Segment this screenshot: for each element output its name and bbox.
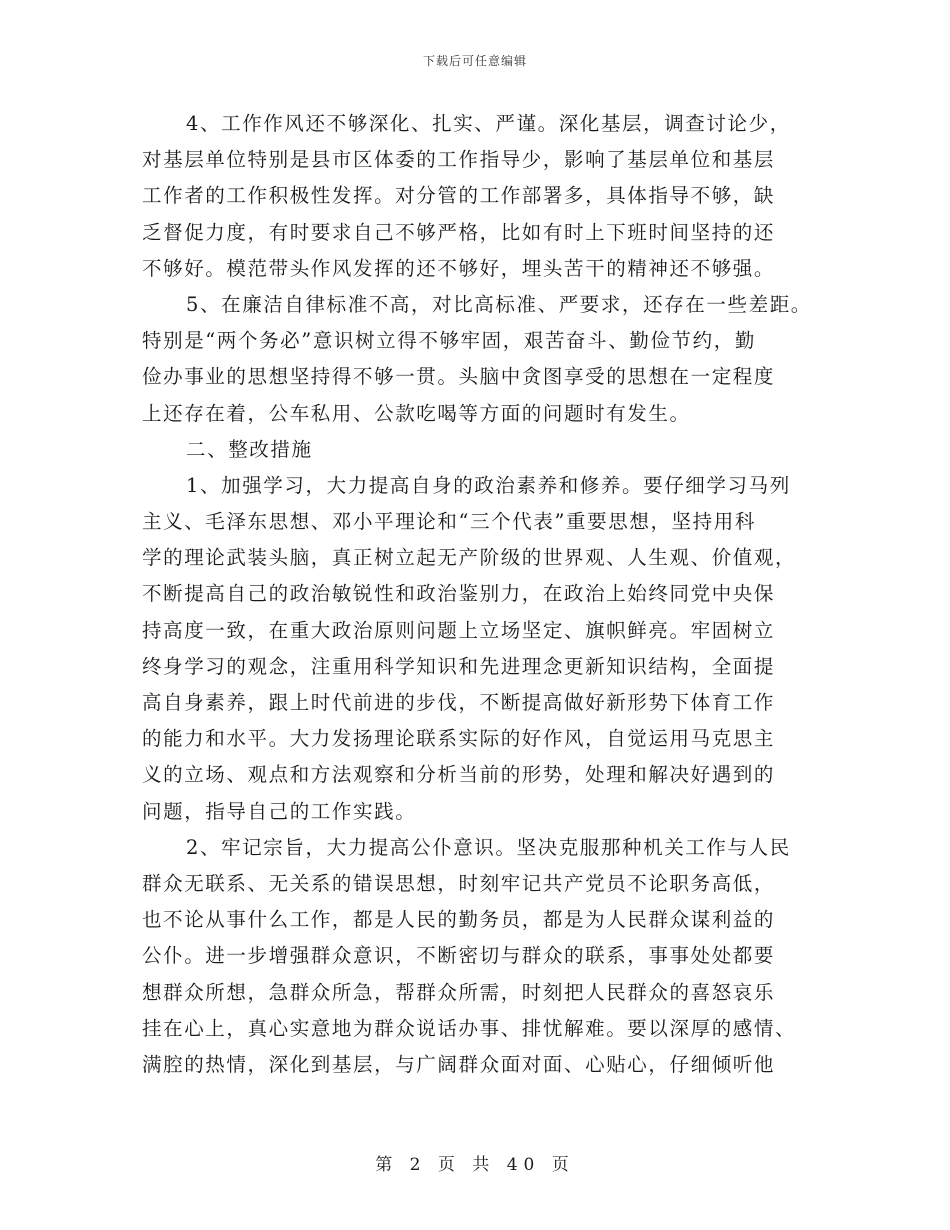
paragraph-4-line: 对基层单位特别是县市区体委的工作指导少，影响了基层单位和基层 — [142, 148, 776, 172]
paragraph-5-line: 特别是“两个务必”意识树立得不够牢固，艰苦奋斗、勤俭节约，勤 — [142, 329, 756, 353]
header-note: 下载后可任意编辑 — [422, 54, 527, 68]
measure-2-line: 想群众所想，急群众所急，帮群众所需，时刻把人民群众的喜怒哀乐 — [142, 980, 776, 1004]
measure-2-line: 满腔的热情，深化到基层，与广阔群众面对面、心贴心，仔细倾听他 — [142, 1052, 776, 1076]
measure-1-line: 高自身素养，跟上时代前进的步伐，不断提高做好新形势下体育工作 — [142, 691, 776, 714]
measure-2-line: 挂在心上，真心实意地为群众说话办事、排忧解难。要以深厚的感情、 — [142, 1016, 797, 1040]
measure-2-line: 群众无联系、无关系的错误思想，时刻牢记共产党员不论职务高低， — [142, 871, 776, 895]
section-heading: 二、整改措施 — [186, 437, 313, 461]
paragraph-4-line: 4、工作作风还不够深化、扎实、严谨。深化基层，调查讨论少， — [186, 112, 791, 135]
page-number: 第 2 页 共 40 页 — [375, 1155, 575, 1175]
measure-2-line: 2、牢记宗旨，大力提高公仆意识。坚决克服那种机关工作与人民 — [186, 835, 791, 859]
measure-1-line: 的能力和水平。大力发扬理论联系实际的好作风，自觉运用马克思主 — [142, 727, 776, 751]
paragraph-5-line: 5、在廉洁自律标准不高，对比高标准、严要求，还存在一些差距。 — [186, 292, 812, 316]
measure-1-line: 学的理论武装头脑，真正树立起无产阶级的世界观、人生观、价值观， — [142, 546, 797, 570]
measure-1-line: 终身学习的观念，注重用科学知识和先进理念更新知识结构，全面提 — [142, 654, 776, 678]
paragraph-4-line: 工作者的工作积极性发挥。对分管的工作部署多，具体指导不够，缺 — [142, 184, 776, 208]
paragraph-5-line: 上还存在着，公车私用、公款吃喝等方面的问题时有发生。 — [142, 401, 691, 425]
paragraph-5-line: 俭办事业的思想坚持得不够一贯。头脑中贪图享受的思想在一定程度 — [142, 365, 776, 389]
measure-1-line: 不断提高自己的政治敏锐性和政治鉴别力，在政治上始终同党中央保 — [142, 582, 776, 606]
measure-1-line: 义的立场、观点和方法观察和分析当前的形势，处理和解决好遇到的 — [142, 763, 776, 787]
measure-1-line: 问题，指导自己的工作实践。 — [142, 799, 417, 823]
measure-2-line: 公仆。进一步增强群众意识，不断密切与群众的联系，事事处处都要 — [142, 944, 776, 968]
measure-1-line: 1、加强学习，大力提高自身的政治素养和修养。要仔细学习马列 — [186, 473, 791, 497]
paragraph-4-line: 不够好。模范带头作风发挥的还不够好，埋头苦干的精神还不够强。 — [142, 256, 776, 280]
measure-2-line: 也不论从事什么工作，都是人民的勤务员，都是为人民群众谋利益的 — [142, 908, 776, 932]
paragraph-4-line: 乏督促力度，有时要求自己不够严格，比如有时上下班时间坚持的还 — [142, 220, 776, 244]
measure-1-line: 主义、毛泽东思想、邓小平理论和“三个代表”重要思想，坚持用科 — [142, 510, 756, 534]
measure-1-line: 持高度一致，在重大政治原则问题上立场坚定、旗帜鲜亮。牢固树立 — [142, 618, 776, 642]
body-text — [142, 106, 832, 1083]
